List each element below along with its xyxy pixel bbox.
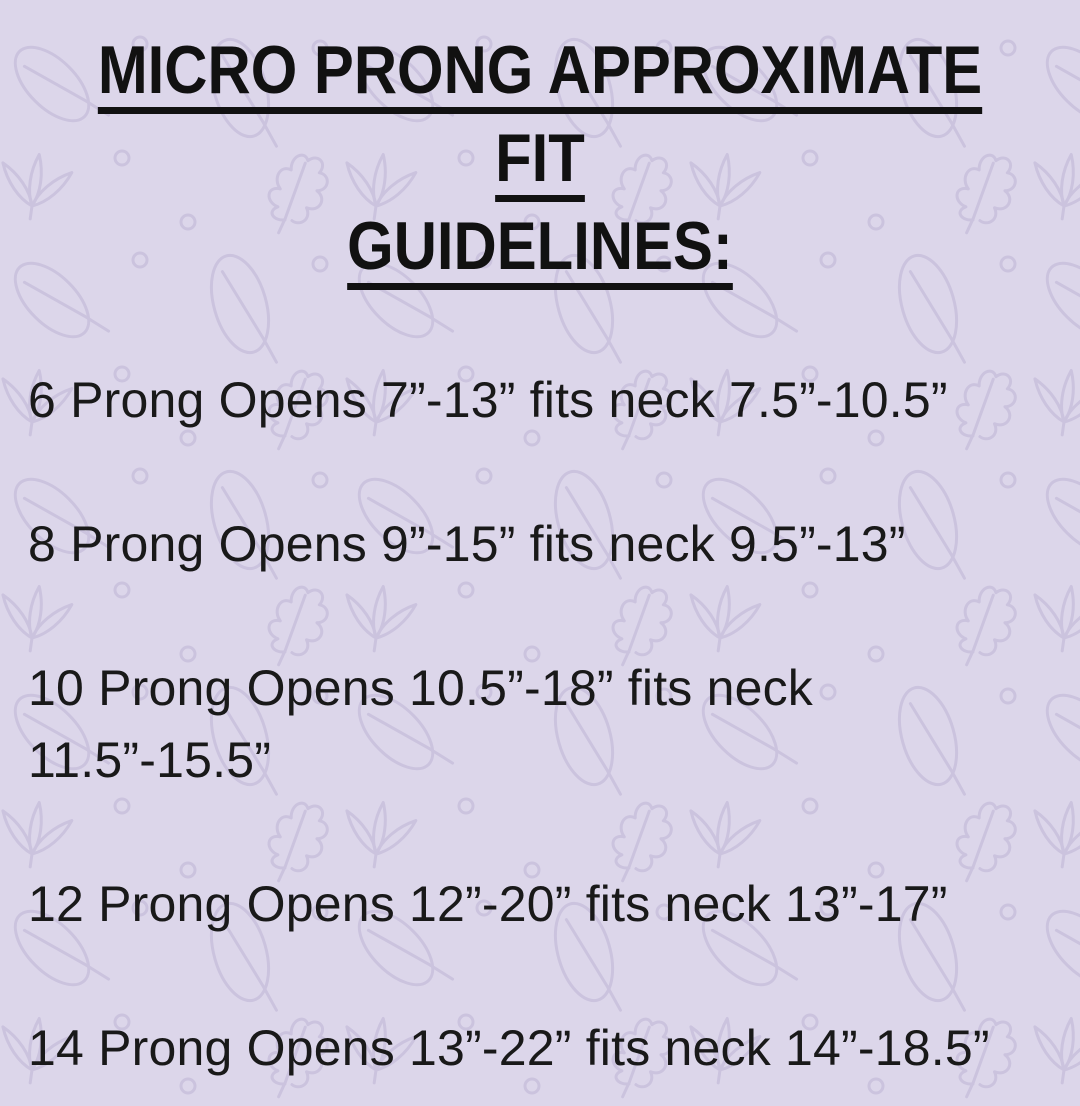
- page-title-line-2: GUIDELINES:: [347, 208, 733, 284]
- guideline-12-prong: 12 Prong Opens 12”-20” fits neck 13”-17”: [28, 876, 948, 932]
- guideline-8-prong: 8 Prong Opens 9”-15” fits neck 9.5”-13”: [28, 516, 906, 572]
- guideline-14-prong: 14 Prong Opens 13”-22” fits neck 14”-18.5”: [28, 1020, 990, 1076]
- page-title: [65, 26, 1015, 290]
- guidelines-list: [28, 364, 1052, 1084]
- fit-guidelines-graphic: [0, 26, 1080, 1106]
- page-title-line-1: MICRO PRONG APPROXIMATE FIT: [97, 32, 983, 196]
- guideline-6-prong: 6 Prong Opens 7”-13” fits neck 7.5”-10.5”: [28, 372, 948, 428]
- guideline-10-prong: 10 Prong Opens 10.5”-18” fits neck 11.5”-15.5”: [28, 660, 813, 788]
